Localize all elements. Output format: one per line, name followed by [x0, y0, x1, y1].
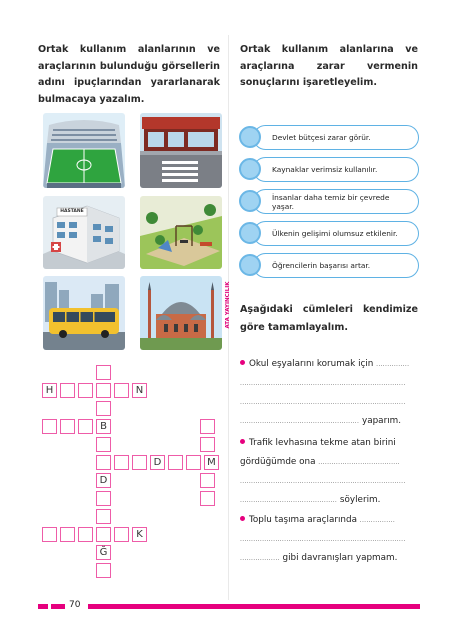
crossword-cell[interactable] — [168, 455, 183, 470]
bullet-dot — [240, 439, 245, 444]
crossword-cell[interactable]: B — [96, 419, 111, 434]
park-image — [140, 196, 222, 269]
bus-stop-image — [140, 113, 222, 188]
blank[interactable]: ............................................ — [240, 497, 338, 504]
crossword-cell[interactable] — [78, 527, 93, 542]
option-4[interactable] — [239, 221, 419, 247]
crossword-cell[interactable] — [96, 455, 111, 470]
mosque-image — [140, 276, 222, 350]
option-1-label: Devlet bütçesi zarar görür. — [272, 133, 371, 142]
crossword-cell[interactable] — [200, 419, 215, 434]
crossword-cell[interactable] — [42, 527, 57, 542]
sentence-2: Trafik levhasına tekme atan birini gördüğümde ona ..................................... ........................................................................... ............................................ söylerim. — [240, 434, 420, 510]
crossword-cell[interactable]: K — [132, 527, 147, 542]
crossword-cell[interactable] — [114, 383, 129, 398]
blank[interactable]: ............... — [376, 361, 410, 368]
crossword-cell[interactable]: N — [132, 383, 147, 398]
page-number: 70 — [69, 600, 81, 610]
sentence-1: Okul eşyalarını korumak için ............... ........................................................................... ........................................................................... ...................................................... yaparım. — [240, 355, 420, 431]
crossword-cell[interactable] — [96, 383, 111, 398]
hospital-image — [43, 196, 125, 269]
publisher-side-label: ATA YAYINCILIK — [225, 281, 231, 329]
blank-line[interactable]: ........................................................................... — [240, 399, 406, 406]
blank[interactable]: ..................................... — [318, 459, 400, 466]
crossword-cell[interactable] — [96, 491, 111, 506]
crossword-cell[interactable] — [200, 473, 215, 488]
crossword-cell[interactable] — [200, 437, 215, 452]
right-instructions: Ortak kullanım alanlarına ve araçlarına zarar vermenin sonuçlarını işaretleyelim. — [240, 44, 418, 88]
blank[interactable]: .................. — [240, 555, 280, 562]
option-4-checkbox[interactable] — [239, 222, 261, 244]
bus-image — [43, 276, 125, 350]
crossword-cell[interactable]: D — [150, 455, 165, 470]
crossword-cell[interactable] — [96, 563, 111, 578]
crossword-cell[interactable]: H — [42, 383, 57, 398]
option-1[interactable] — [239, 125, 419, 151]
crossword-cell[interactable] — [60, 383, 75, 398]
footer-bar — [51, 604, 65, 609]
option-5[interactable] — [239, 253, 419, 279]
crossword-cell[interactable] — [96, 527, 111, 542]
option-3-label: İnsanlar daha temiz bir çevrede yaşar. — [272, 192, 390, 211]
blank-line[interactable]: ........................................................................... — [240, 536, 406, 543]
crossword-cell[interactable] — [78, 419, 93, 434]
left-instructions: Ortak kullanım alanlarının ve araçlarının bulunduğu görsellerin adını ipuçlarından yararlanarak bulmacaya yazalım. — [38, 44, 220, 105]
option-2-label: Kaynaklar verimsiz kullanılır. — [272, 165, 378, 174]
option-3-checkbox[interactable] — [239, 190, 261, 212]
sentence-3: Toplu taşıma araçlarında ................ ........................................................................... .................. gibi davranışları yapmam. — [240, 511, 420, 568]
option-5-label: Öğrencilerin başarısı artar. — [272, 261, 371, 270]
option-4-label: Ülkenin gelişimi olumsuz etkilenir. — [272, 229, 398, 238]
crossword-cell[interactable] — [114, 527, 129, 542]
footer-bar — [88, 604, 420, 609]
crossword-cell[interactable] — [96, 437, 111, 452]
crossword-cell[interactable]: D — [96, 473, 111, 488]
crossword-cell[interactable]: Ğ — [96, 545, 111, 560]
blank-line[interactable]: ........................................................................... — [240, 478, 406, 485]
option-5-checkbox[interactable] — [239, 254, 261, 276]
crossword-cell[interactable] — [42, 419, 57, 434]
option-2-checkbox[interactable] — [239, 158, 261, 180]
option-3[interactable] — [239, 189, 419, 215]
crossword-cell[interactable] — [78, 383, 93, 398]
crossword-cell[interactable] — [200, 491, 215, 506]
crossword-cell[interactable] — [96, 365, 111, 380]
stadium-image — [43, 113, 125, 188]
crossword-cell[interactable] — [60, 419, 75, 434]
bullet-dot — [240, 360, 245, 365]
crossword-cell[interactable] — [114, 455, 129, 470]
crossword-cell[interactable] — [186, 455, 201, 470]
complete-sentences-title: Aşağıdaki cümleleri kendimize göre tamamlayalım. — [240, 304, 418, 333]
option-1-checkbox[interactable] — [239, 126, 261, 148]
option-2[interactable] — [239, 157, 419, 183]
hospital-sign-text: HASTANE — [60, 209, 84, 214]
footer-bar — [38, 604, 48, 609]
blank-line[interactable]: ........................................................................... — [240, 380, 406, 387]
blank[interactable]: ................ — [359, 517, 396, 524]
crossword-cell[interactable] — [96, 401, 111, 416]
crossword-cell[interactable]: M — [204, 455, 219, 470]
bullet-dot — [240, 516, 245, 521]
blank[interactable]: ...................................................... — [240, 418, 360, 425]
crossword-cell[interactable] — [96, 509, 111, 524]
crossword-cell[interactable] — [60, 527, 75, 542]
crossword-cell[interactable] — [132, 455, 147, 470]
